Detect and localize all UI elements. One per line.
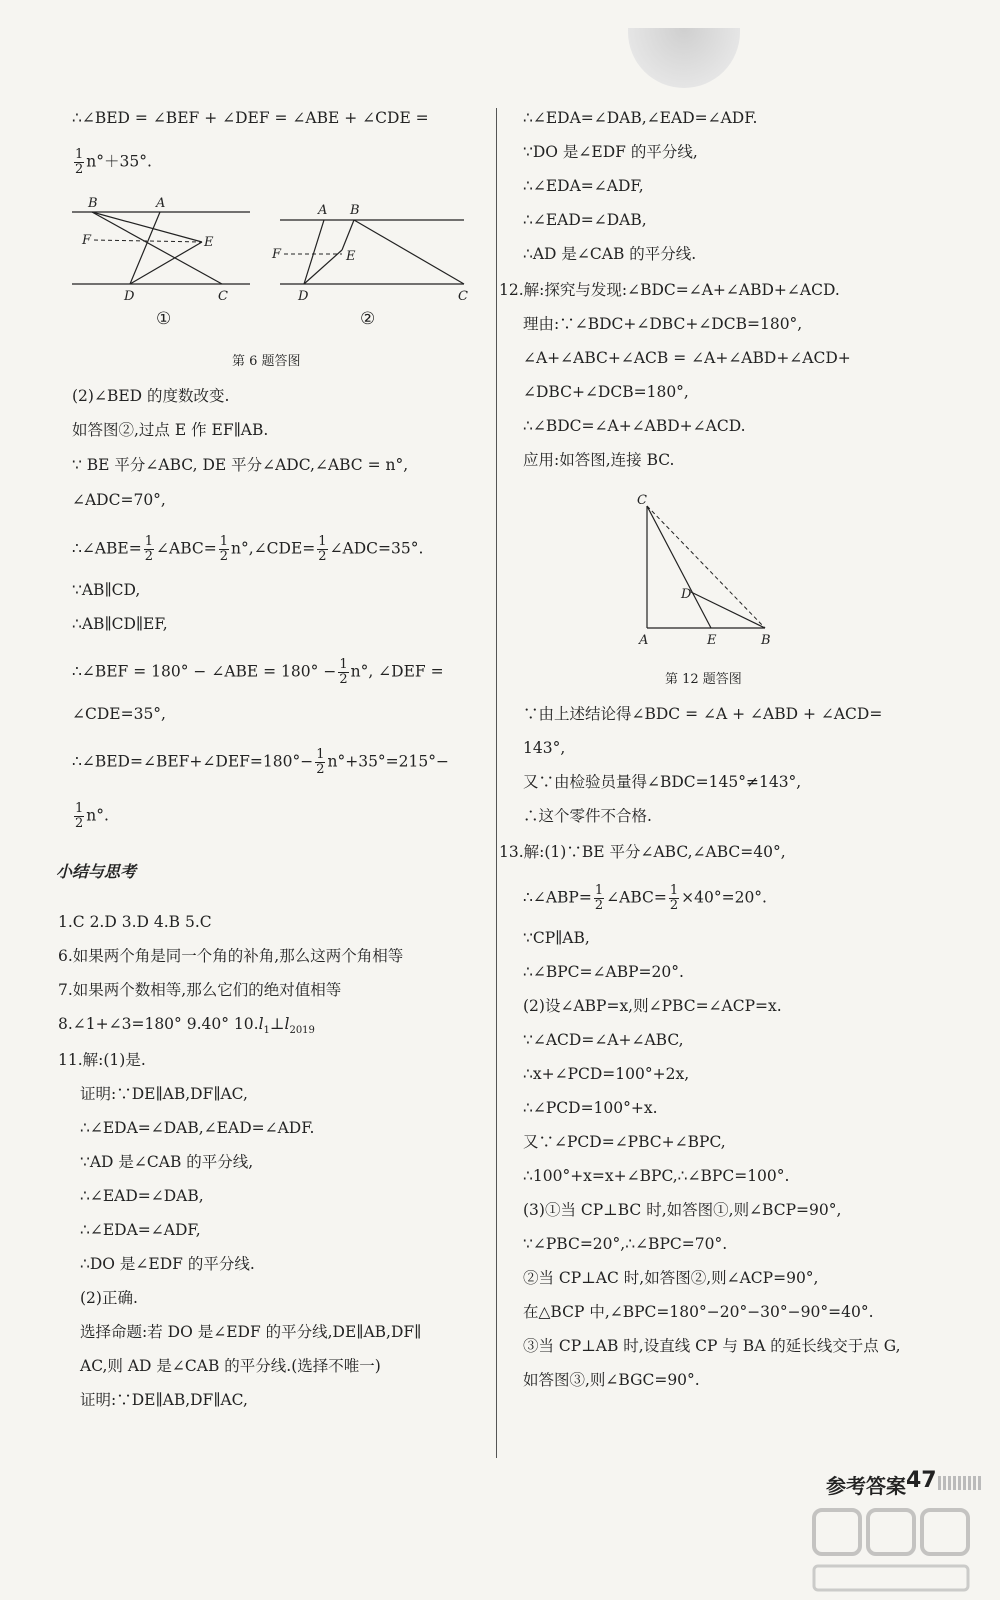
figure-caption: 第 12 题答图: [665, 672, 742, 687]
fraction: $\frac{1}{2}$: [75, 147, 84, 177]
text-line: ∵由上述结论得∠BDC = ∠A + ∠ABD + ∠ACD=: [523, 705, 883, 723]
text-line: ∴x+∠PCD=100°+2x,: [523, 1065, 690, 1083]
point-label: D: [681, 587, 692, 602]
point-label: A: [639, 633, 649, 648]
point-label: D: [298, 289, 309, 304]
point-label: C: [218, 289, 228, 304]
text-line: 又∵∠PCD=∠PBC+∠BPC,: [523, 1133, 726, 1151]
text-line: ∠DBC+∠DCB=180°,: [523, 383, 689, 401]
text-line: ∴∠ABE= $\frac{1}{2}$ ∠ABC= $\frac{1}{2}$ n°,∠CDE= $\frac{1}{2}$ ∠ADC=35°.: [72, 534, 424, 564]
text-line: ∴100°+x=x+∠BPC,∴∠BPC=100°.: [523, 1167, 790, 1185]
header-decoration: [628, 28, 740, 88]
point-label: E: [346, 249, 356, 264]
text-line: ∴∠EDA=∠ADF,: [523, 177, 644, 195]
figure-12: [625, 488, 805, 653]
point-label: C: [637, 493, 647, 508]
text-line: ∴∠EDA=∠DAB,∠EAD=∠ADF.: [80, 1119, 315, 1137]
text-line: $\frac{1}{2}$ n°.: [75, 801, 109, 831]
point-label: E: [707, 633, 717, 648]
text-line: ∴这个零件不合格.: [523, 807, 652, 825]
text-line: ∴DO 是∠EDF 的平分线.: [80, 1255, 255, 1273]
text-line: (2)∠BED 的度数改变.: [72, 387, 230, 405]
section-title: 小结与思考: [56, 862, 137, 881]
text-line: (2)正确.: [80, 1289, 138, 1307]
point-label: B: [350, 203, 360, 218]
text-line: ∵ BE 平分∠ABC, DE 平分∠ADC,∠ABC = n°,: [72, 456, 409, 474]
text-line: ∴∠BED = ∠BEF + ∠DEF = ∠ABE + ∠CDE =: [72, 109, 429, 127]
point-label: F: [82, 233, 92, 248]
text-line: ∴∠EDA=∠ADF,: [80, 1221, 201, 1239]
text-line: ∴∠EAD=∠DAB,: [80, 1187, 204, 1205]
point-label: D: [124, 289, 135, 304]
text-line: ∵DO 是∠EDF 的平分线,: [523, 143, 698, 161]
figure-caption: 第 6 题答图: [232, 354, 301, 369]
answer-line: 1.C 2.D 3.D 4.B 5.C: [58, 913, 212, 931]
text-line: ∵CP∥AB,: [523, 929, 590, 947]
text-line: 143°,: [523, 739, 566, 757]
answer-line: 11.解:(1)是.: [58, 1051, 146, 1069]
answer-line: 7.如果两个数相等,那么它们的绝对值相等: [58, 981, 342, 999]
text-line: 如答图③,则∠BGC=90°.: [523, 1371, 700, 1389]
watermark-logo-icon: [808, 1506, 978, 1596]
point-label: A: [318, 203, 328, 218]
text-line: ∴∠BED=∠BEF+∠DEF=180°− $\frac{1}{2}$ n°+35°=215°−: [72, 747, 449, 777]
text-line: ②当 CP⊥AC 时,如答图②,则∠ACP=90°,: [523, 1269, 819, 1287]
text-line: ∴∠ABP= $\frac{1}{2}$ ∠ABC= $\frac{1}{2}$ ×40°=20°.: [523, 883, 767, 913]
text-line: ∴∠BEF = 180° − ∠ABE = 180° − $\frac{1}{2}$ n°, ∠DEF =: [72, 657, 444, 687]
footer-label: 参考答案: [826, 1474, 906, 1498]
point-label: B: [88, 196, 98, 211]
point-label: A: [156, 196, 166, 211]
figure-number: ②: [360, 309, 376, 329]
point-label: C: [458, 289, 468, 304]
page-number: 47: [906, 1468, 937, 1493]
text-line: 13.解:(1)∵BE 平分∠ABC,∠ABC=40°,: [499, 843, 786, 861]
text-line: 理由:∵∠BDC+∠DBC+∠DCB=180°,: [523, 315, 803, 333]
text-line: (2)设∠ABP=x,则∠PBC=∠ACP=x.: [523, 997, 782, 1015]
text-line: AC,则 AD 是∠CAB 的平分线.(选择不唯一): [80, 1357, 381, 1375]
text-line: ∵∠ACD=∠A+∠ABC,: [523, 1031, 684, 1049]
point-label: B: [761, 633, 771, 648]
text-line: 如答图②,过点 E 作 EF∥AB.: [72, 421, 269, 439]
text-line: $\frac{1}{2}$ n°＋35°.: [75, 147, 152, 177]
text-line: ∴AD 是∠CAB 的平分线.: [523, 245, 697, 263]
text-line: 应用:如答图,连接 BC.: [523, 451, 675, 469]
text-line: ∠A+∠ABC+∠ACB = ∠A+∠ABD+∠ACD+: [523, 349, 851, 367]
column-divider: [496, 108, 497, 1458]
text-line: 又∵由检验员量得∠BDC=145°≠143°,: [523, 773, 802, 791]
text-line: 选择命题:若 DO 是∠EDF 的平分线,DE∥AB,DF∥: [80, 1323, 422, 1341]
text-line: ∠ADC=70°,: [72, 491, 166, 509]
point-label: F: [272, 247, 282, 262]
text-line: ∵∠PBC=20°,∴∠BPC=70°.: [523, 1235, 728, 1253]
footer-decoration: [938, 1476, 982, 1490]
text-line: ∴∠BPC=∠ABP=20°.: [523, 963, 684, 981]
text-line: 证明:∵DE∥AB,DF∥AC,: [80, 1391, 248, 1409]
text-line: ∴∠EDA=∠DAB,∠EAD=∠ADF.: [523, 109, 758, 127]
text-line: ∵AD 是∠CAB 的平分线,: [80, 1153, 254, 1171]
text-line: (3)①当 CP⊥BC 时,如答图①,则∠BCP=90°,: [523, 1201, 842, 1219]
text-line: ③当 CP⊥AB 时,设直线 CP 与 BA 的延长线交于点 G,: [523, 1337, 901, 1355]
text-line: 12.解:探究与发现:∠BDC=∠A+∠ABD+∠ACD.: [499, 281, 840, 299]
text-line: ∠CDE=35°,: [72, 705, 166, 723]
text-line: ∴AB∥CD∥EF,: [72, 615, 168, 633]
figure-6: [72, 192, 482, 332]
text-line: ∴∠BDC=∠A+∠ABD+∠ACD.: [523, 417, 746, 435]
text-line: 在△BCP 中,∠BPC=180°−20°−30°−90°=40°.: [523, 1303, 874, 1321]
text-line: 证明:∵DE∥AB,DF∥AC,: [80, 1085, 248, 1103]
point-label: E: [204, 235, 214, 250]
text-line: ∴∠EAD=∠DAB,: [523, 211, 647, 229]
figure-number: ①: [156, 309, 172, 329]
answer-line: 8.∠1+∠3=180° 9.40° $10.l_1\perp l_{2019}$: [58, 1015, 315, 1037]
text-line: ∵AB∥CD,: [72, 581, 141, 599]
text-line: ∴∠PCD=100°+x.: [523, 1099, 658, 1117]
answer-line: 6.如果两个角是同一个角的补角,那么这两个角相等: [58, 947, 404, 965]
